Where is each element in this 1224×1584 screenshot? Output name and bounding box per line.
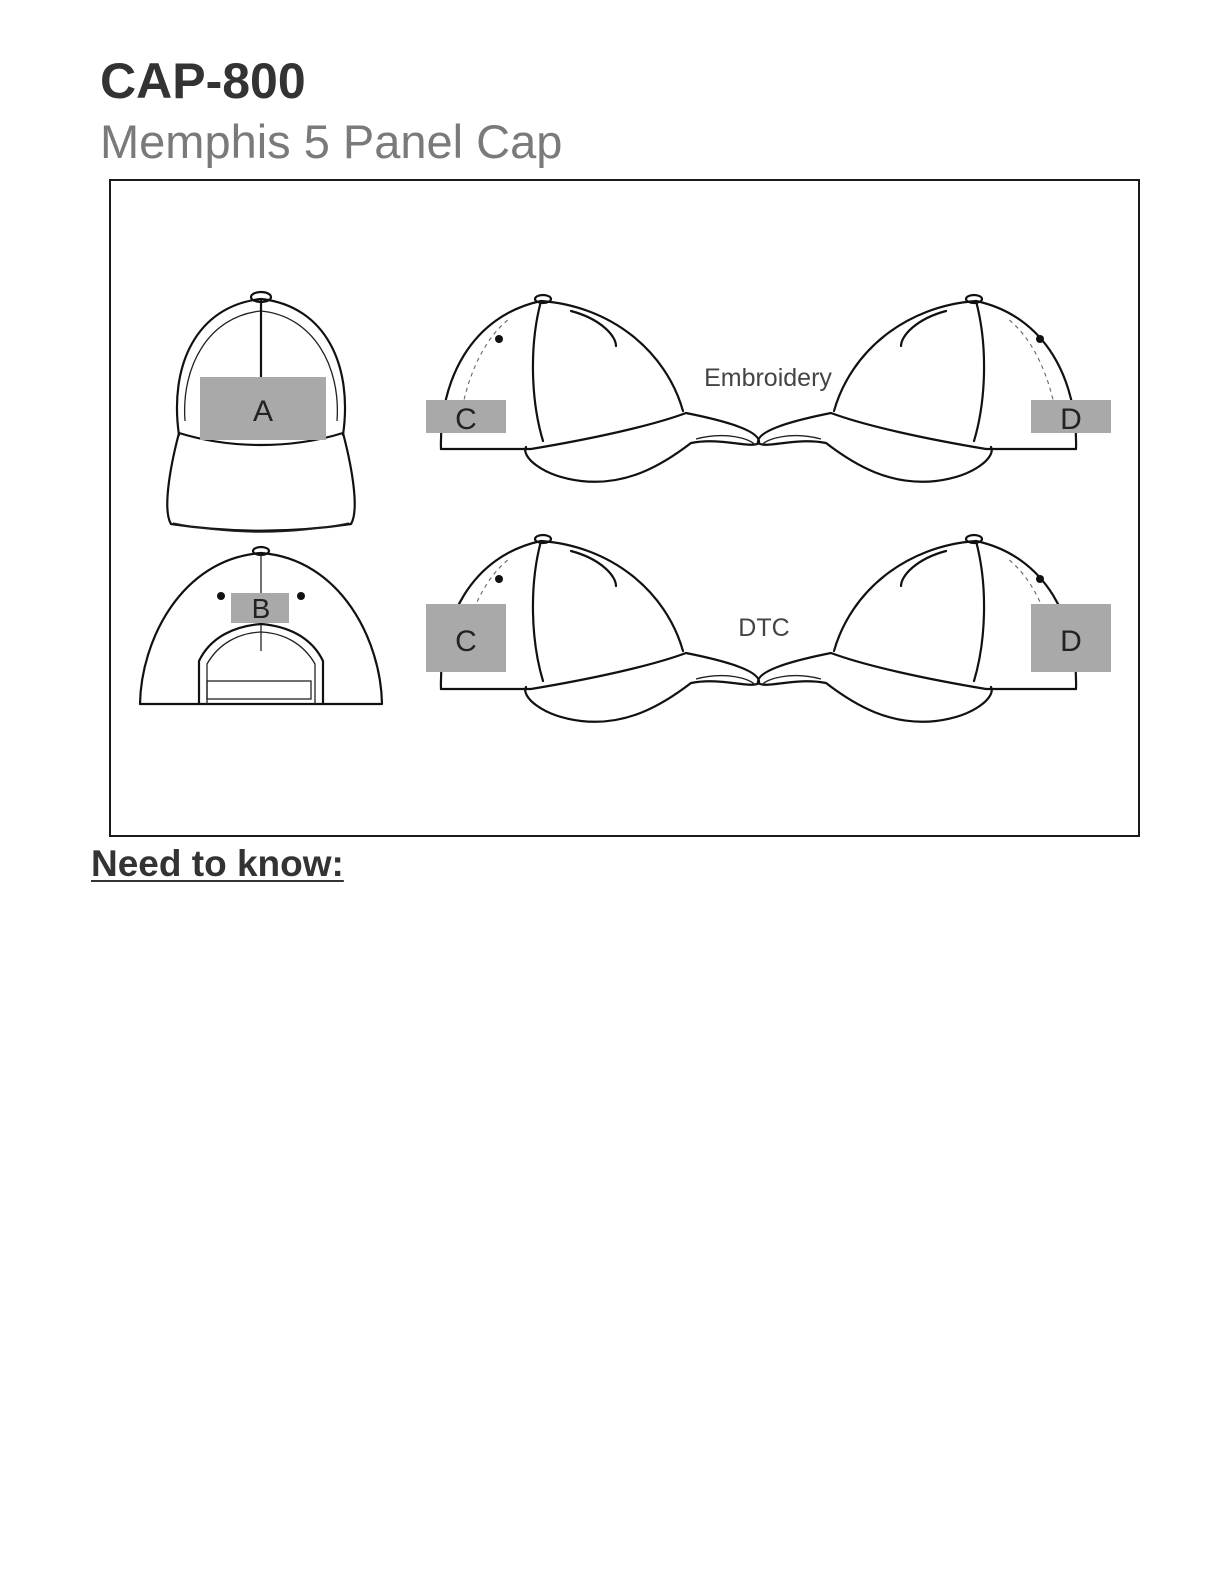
- cap-front-view: [167, 292, 354, 532]
- imprint-diagram-frame: [109, 179, 1140, 837]
- method-embroidery-label: Embroidery: [704, 364, 832, 392]
- method-dtc-label: DTC: [738, 614, 790, 642]
- location-a-label: A: [252, 395, 274, 428]
- location-d-label-embroidery: D: [1060, 403, 1082, 436]
- location-c-label-dtc: C: [455, 625, 477, 658]
- location-c-label-embroidery: C: [455, 403, 477, 436]
- product-name: Memphis 5 Panel Cap: [100, 115, 563, 168]
- need-to-know-heading: Need to know:: [91, 843, 344, 884]
- cap-left-side-dtc: [426, 535, 759, 722]
- cap-right-side-dtc: [758, 535, 1111, 722]
- cap-back-view: [140, 547, 382, 704]
- cap-diagram: [111, 181, 1138, 835]
- location-b-label: B: [251, 593, 271, 624]
- location-d-label-dtc: D: [1060, 625, 1082, 658]
- product-code: CAP-800: [100, 53, 306, 109]
